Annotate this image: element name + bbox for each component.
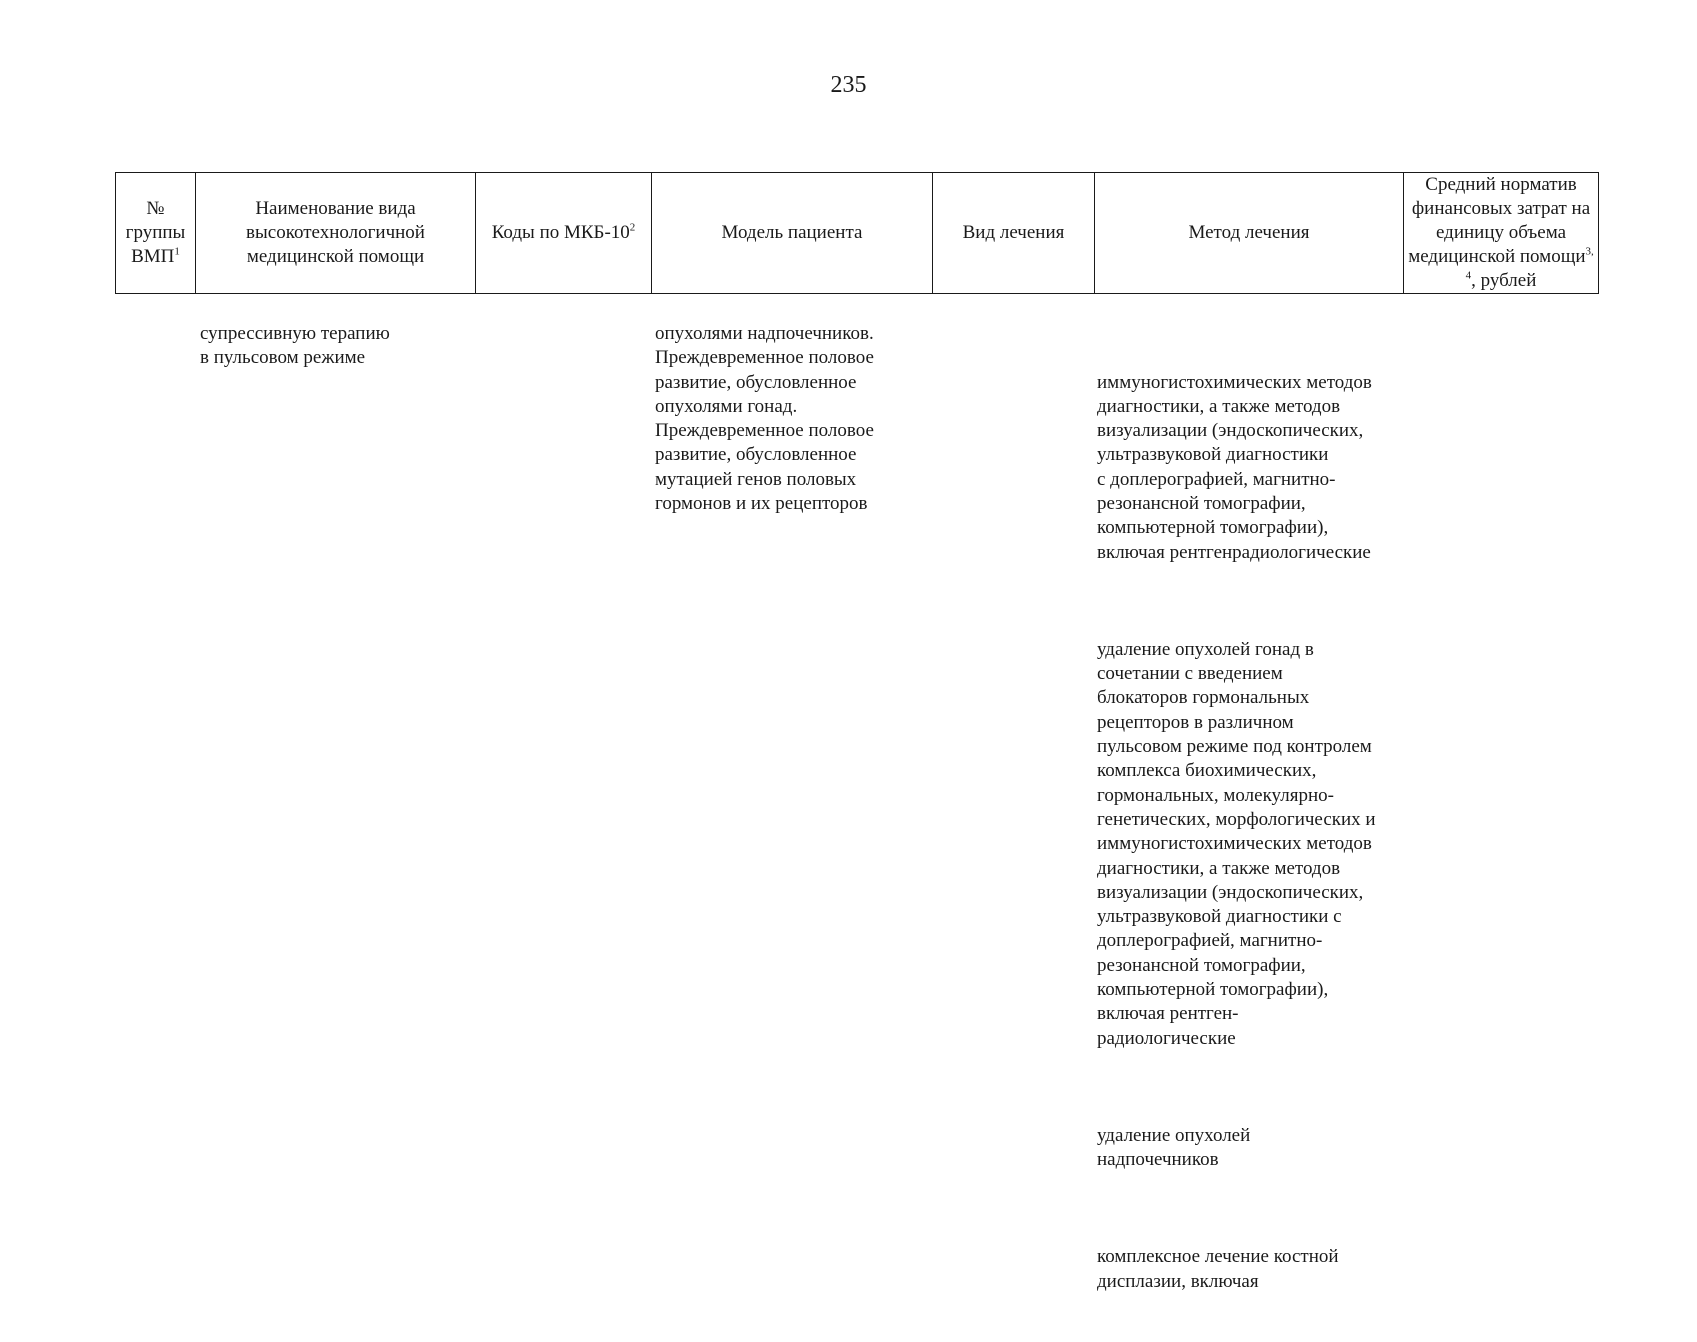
method-block: удаление опухолей гонад в сочетании с введением блокаторов гормональных рецепторов в различном пульсовом режиме под контролем комплекса биохимических, гормональных, молекулярно- генетических, морфологических и иммуногистохимических методов диагностики, а также методов визуализации (эндоскопических, ультразвуковой диагностики с доплерографией, магнитно- резонансной томографии, компьютерной томографии), включая рентген- радиологические bbox=[1097, 638, 1376, 1049]
header-row bbox=[116, 173, 1599, 294]
cell-care-type-name: супрессивную терапию в пульсовом режиме bbox=[200, 323, 390, 369]
method-block: комплексное лечение костной дисплазии, включая bbox=[1097, 1246, 1339, 1292]
header-treatment-type: Вид лечения bbox=[933, 173, 1095, 294]
header-treatment-method: Метод лечения bbox=[1095, 173, 1404, 294]
method-block: удаление опухолей надпочечников bbox=[1097, 1124, 1251, 1171]
header-group-number: № группы ВМП$^1$ bbox=[116, 173, 196, 294]
table-header bbox=[115, 172, 1599, 294]
header-icd-codes: Коды по МКБ-$10^2$ bbox=[476, 173, 652, 294]
cell-patient-model: опухолями надпочечников. Преждевременное половое развитие, обусловленное опухолями гонад. Преждевременное половое развитие, обусловленное мутацией генов половых гормонов и их рецепторов bbox=[655, 323, 874, 515]
method-block: иммуногистохимических методов диагностики, а также методов визуализации (эндоскопических, ультразвуковой диагностики с доплерографией, магнитно- резонансной томографии, компьютерной томографии), включая рентгенрадиологические bbox=[1097, 371, 1372, 563]
header-patient-model: Модель пациента bbox=[652, 173, 933, 294]
page-number: 235 bbox=[830, 72, 867, 98]
cell-treatment-method bbox=[1097, 322, 1376, 1342]
header-care-type-name: Наименование вида высокотехнологичной медицинской помощи bbox=[196, 173, 476, 294]
header-average-cost: Средний норматив финансовых затрат на единицу объема медицинской помощи$^{3, 4}$, рублей bbox=[1404, 173, 1599, 294]
